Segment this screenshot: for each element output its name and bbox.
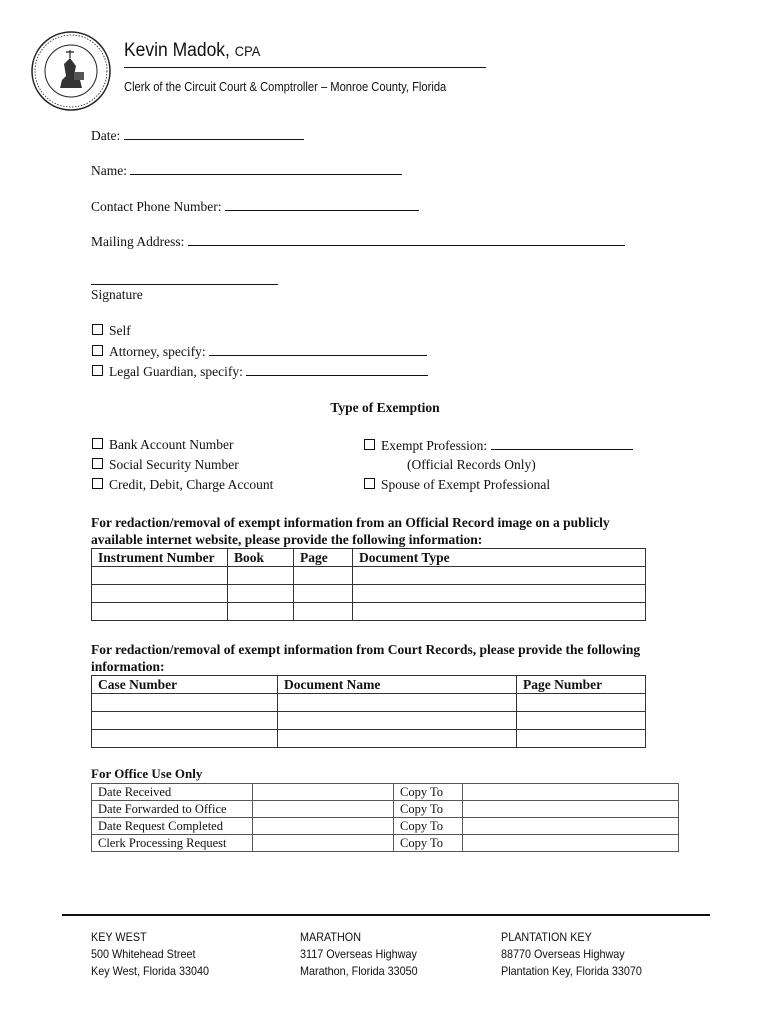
table-row[interactable] <box>92 730 646 748</box>
office-row-label: Date Request Completed <box>92 818 253 835</box>
court-records-instructions-line2: information: <box>91 659 165 674</box>
guardian-line[interactable] <box>246 363 428 376</box>
clerk-credential: CPA <box>234 43 261 59</box>
col-book: Book <box>228 549 294 567</box>
table-cell[interactable] <box>517 730 646 748</box>
exempt-profession-line[interactable] <box>491 437 633 450</box>
name-field[interactable] <box>91 162 402 179</box>
court-records-header-row <box>92 676 646 694</box>
attorney-checkbox[interactable] <box>92 345 103 356</box>
office-subtitle: Clerk of the Circuit Court & Comptroller – Monroe County, Florida <box>124 79 447 94</box>
table-cell[interactable] <box>92 567 228 585</box>
court-records-instructions-line1: For redaction/removal of exempt information from Court Records, please provide the following <box>91 642 641 657</box>
official-records-instructions-line1: For redaction/removal of exempt information from an Official Record image on a publicly <box>91 515 610 530</box>
office-row-label: Clerk Processing Request <box>92 835 253 852</box>
office-value-cell[interactable] <box>253 835 394 852</box>
col-document-name: Document Name <box>278 676 517 694</box>
table-row[interactable] <box>92 712 646 730</box>
date-field[interactable] <box>91 127 304 144</box>
table-cell[interactable] <box>294 603 353 621</box>
exempt-profession-option[interactable] <box>364 437 633 454</box>
table-cell[interactable] <box>278 712 517 730</box>
office-street: 88770 Overseas Highway <box>501 947 625 961</box>
official-records-table <box>91 548 646 621</box>
office-value-cell[interactable] <box>253 784 394 801</box>
table-cell[interactable] <box>92 712 278 730</box>
exemption-title: Type of Exemption <box>330 400 440 415</box>
copy-to-cell[interactable] <box>463 835 679 852</box>
guardian-option[interactable] <box>92 363 428 380</box>
table-cell[interactable] <box>92 585 228 603</box>
office-citystate: Key West, Florida 33040 <box>91 964 210 978</box>
court-records-instructions <box>91 641 640 675</box>
copy-to-label: Copy To <box>394 835 463 852</box>
date-line[interactable] <box>124 127 304 140</box>
office-row <box>92 801 679 818</box>
address-field[interactable] <box>91 233 625 250</box>
footer-rule <box>62 914 710 916</box>
phone-line[interactable] <box>225 198 419 211</box>
guardian-checkbox[interactable] <box>92 365 103 376</box>
address-line[interactable] <box>188 233 625 246</box>
table-cell[interactable] <box>92 694 278 712</box>
office-city: MARATHON <box>300 930 362 944</box>
attorney-label: Attorney, specify: <box>109 344 206 359</box>
office-city: PLANTATION KEY <box>501 930 592 944</box>
official-records-header-row <box>92 549 646 567</box>
table-cell[interactable] <box>517 694 646 712</box>
table-cell[interactable] <box>92 730 278 748</box>
office-row <box>92 818 679 835</box>
address-label: Mailing Address: <box>91 234 185 249</box>
table-cell[interactable] <box>278 694 517 712</box>
name-line[interactable] <box>130 162 402 175</box>
spouse-option[interactable] <box>364 477 550 493</box>
office-marathon <box>300 929 418 980</box>
self-checkbox[interactable] <box>92 324 103 335</box>
phone-label: Contact Phone Number: <box>91 199 222 214</box>
table-cell[interactable] <box>353 603 646 621</box>
office-use-title: For Office Use Only <box>91 766 203 781</box>
office-row <box>92 784 679 801</box>
official-records-instructions <box>91 514 610 548</box>
signature-label: Signature <box>91 287 143 302</box>
table-cell[interactable] <box>92 603 228 621</box>
bank-account-checkbox[interactable] <box>92 438 103 449</box>
table-cell[interactable] <box>294 585 353 603</box>
col-document-type: Document Type <box>353 549 646 567</box>
office-row-label: Date Forwarded to Office <box>92 801 253 818</box>
self-label: Self <box>109 323 131 338</box>
table-cell[interactable] <box>228 585 294 603</box>
bank-account-option[interactable] <box>92 437 233 453</box>
official-records-only-note: (Official Records Only) <box>407 457 536 472</box>
office-row-label: Date Received <box>92 784 253 801</box>
table-cell[interactable] <box>353 585 646 603</box>
office-street: 500 Whitehead Street <box>91 947 196 961</box>
copy-to-cell[interactable] <box>463 818 679 835</box>
name-label: Name: <box>91 163 127 178</box>
table-cell[interactable] <box>353 567 646 585</box>
table-cell[interactable] <box>517 712 646 730</box>
col-page: Page <box>294 549 353 567</box>
attorney-option[interactable] <box>92 343 427 360</box>
table-row[interactable] <box>92 567 646 585</box>
date-label: Date: <box>91 128 121 143</box>
bank-account-label: Bank Account Number <box>109 437 234 452</box>
office-citystate: Marathon, Florida 33050 <box>300 964 418 978</box>
clerk-name <box>124 40 260 62</box>
phone-field[interactable] <box>91 198 419 215</box>
office-street: 3117 Overseas Highway <box>300 947 417 961</box>
office-value-cell[interactable] <box>253 801 394 818</box>
court-records-table <box>91 675 646 748</box>
table-cell[interactable] <box>228 603 294 621</box>
col-case-number: Case Number <box>92 676 278 694</box>
spouse-checkbox[interactable] <box>364 478 375 489</box>
office-city: KEY WEST <box>91 930 147 944</box>
table-row[interactable] <box>92 585 646 603</box>
office-use-table <box>91 783 679 852</box>
office-key-west <box>91 929 209 980</box>
office-row <box>92 835 679 852</box>
copy-to-cell[interactable] <box>463 801 679 818</box>
col-instrument-number: Instrument Number <box>92 549 228 567</box>
credit-card-checkbox[interactable] <box>92 478 103 489</box>
guardian-label: Legal Guardian, specify: <box>109 364 243 379</box>
self-option[interactable] <box>92 323 131 339</box>
exempt-profession-label: Exempt Profession: <box>381 438 488 453</box>
table-row[interactable] <box>92 603 646 621</box>
col-page-number: Page Number <box>517 676 646 694</box>
table-cell[interactable] <box>278 730 517 748</box>
office-value-cell[interactable] <box>253 818 394 835</box>
spouse-label: Spouse of Exempt Professional <box>381 477 551 492</box>
clerk-name-text: Kevin Madok, <box>124 40 230 61</box>
ssn-option[interactable] <box>92 457 239 473</box>
table-row[interactable] <box>92 694 646 712</box>
table-cell[interactable] <box>294 567 353 585</box>
copy-to-cell[interactable] <box>463 784 679 801</box>
copy-to-label: Copy To <box>394 818 463 835</box>
attorney-line[interactable] <box>209 343 427 356</box>
copy-to-label: Copy To <box>394 784 463 801</box>
credit-card-label: Credit, Debit, Charge Account <box>109 477 274 492</box>
signature-line[interactable] <box>91 284 278 285</box>
ssn-checkbox[interactable] <box>92 458 103 469</box>
ssn-label: Social Security Number <box>109 457 239 472</box>
header-rule <box>124 67 486 68</box>
office-plantation-key <box>501 929 642 980</box>
credit-card-option[interactable] <box>92 477 273 493</box>
copy-to-label: Copy To <box>394 801 463 818</box>
office-citystate: Plantation Key, Florida 33070 <box>501 964 642 978</box>
table-cell[interactable] <box>228 567 294 585</box>
official-records-instructions-line2: available internet website, please provide the following information: <box>91 532 483 547</box>
exempt-profession-checkbox[interactable] <box>364 439 375 450</box>
county-seal <box>30 30 112 112</box>
